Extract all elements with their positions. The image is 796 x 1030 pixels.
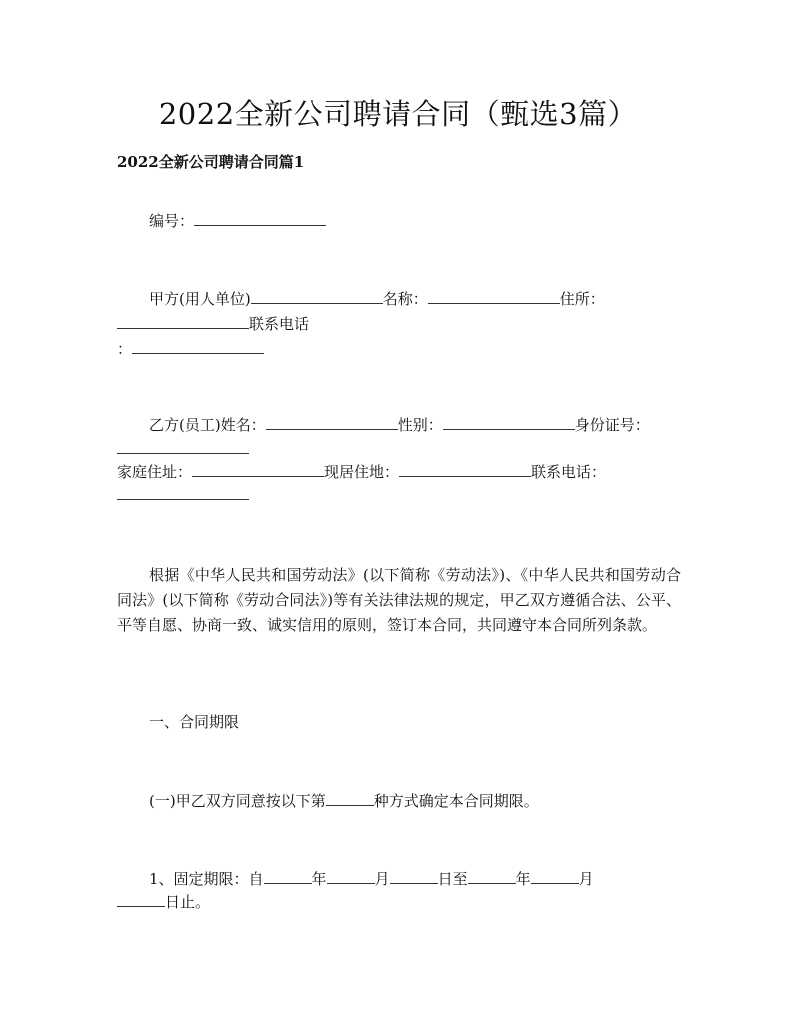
- party-b-home-label: 家庭住址：: [117, 463, 193, 481]
- end-label: 日止。: [165, 893, 211, 911]
- party-b-gender-label: 性别：: [397, 416, 443, 434]
- party-b-line-4: [117, 484, 249, 506]
- party-a-line-2: [117, 313, 309, 335]
- party-b-line: [149, 414, 650, 436]
- party-b-line-2: [117, 438, 249, 460]
- fixed-label: 1、固定期限：自: [149, 870, 264, 888]
- document-title: 2022全新公司聘请合同（甄选3篇）: [158, 97, 638, 131]
- day-to-label: 日至: [437, 870, 468, 888]
- party-a-phone-blank: [132, 338, 264, 354]
- party-a-name-label: 名称：: [382, 290, 428, 308]
- party-b-label: 乙方(员工)姓名：: [149, 416, 266, 434]
- end-year-blank: [468, 868, 516, 884]
- number-label: 编号：: [149, 212, 195, 230]
- year-label: 年: [311, 870, 327, 888]
- section-title: 一、合同期限: [149, 713, 240, 731]
- month-label-2: 月: [578, 870, 594, 888]
- party-a-address-label: 住所：: [559, 290, 605, 308]
- clause-text-a: (一)甲乙双方同意按以下第: [149, 792, 326, 810]
- year-label-2: 年: [515, 870, 531, 888]
- party-b-current-blank: [399, 461, 531, 477]
- start-month-blank: [327, 868, 375, 884]
- party-b-id-label: 身份证号：: [574, 416, 650, 434]
- fixed-term-line: [149, 868, 594, 890]
- party-b-gender-blank: [443, 414, 575, 430]
- end-month-blank: [531, 868, 579, 884]
- party-b-phone-blank: [117, 484, 249, 500]
- contract-number-line: [149, 210, 326, 232]
- party-b-phone-label: 联系电话：: [531, 463, 607, 481]
- party-a-phone-label: 联系电话: [249, 315, 310, 333]
- start-day-blank: [390, 868, 438, 884]
- party-b-id-blank: [117, 438, 249, 454]
- month-label: 月: [374, 870, 390, 888]
- party-a-unit-blank: [251, 288, 383, 304]
- clause-line: [149, 790, 539, 812]
- section-heading: 2022全新公司聘请合同篇1: [117, 153, 305, 171]
- clause-blank: [326, 790, 374, 806]
- party-a-address-blank: [117, 313, 249, 329]
- party-b-line-3: [117, 461, 606, 483]
- party-a-phone-colon: ：: [117, 340, 133, 358]
- party-a-line-3: [117, 338, 264, 360]
- fixed-term-line-2: [117, 891, 210, 913]
- party-a-line: [149, 288, 605, 310]
- party-b-name-blank: [266, 414, 398, 430]
- party-b-current-label: 现居住地：: [324, 463, 400, 481]
- party-b-home-blank: [192, 461, 324, 477]
- clause-text-b: 种方式确定本合同期限。: [373, 792, 539, 810]
- start-year-blank: [264, 868, 312, 884]
- intro-paragraph: 根据《中华人民共和国劳动法》(以下简称《劳动法》)、《中华人民共和国劳动合同法》(以下简称《劳动合同法》)等有关法律法规的规定，甲乙双方遵循合法、公平、平等自愿、协商一致、诚实信用的原则，签订本合同，共同遵守本合同所列条款。: [117, 566, 681, 634]
- party-a-label: 甲方(用人单位): [149, 290, 251, 308]
- party-a-name-blank: [428, 288, 560, 304]
- number-blank: [194, 210, 326, 226]
- end-day-blank: [117, 891, 165, 907]
